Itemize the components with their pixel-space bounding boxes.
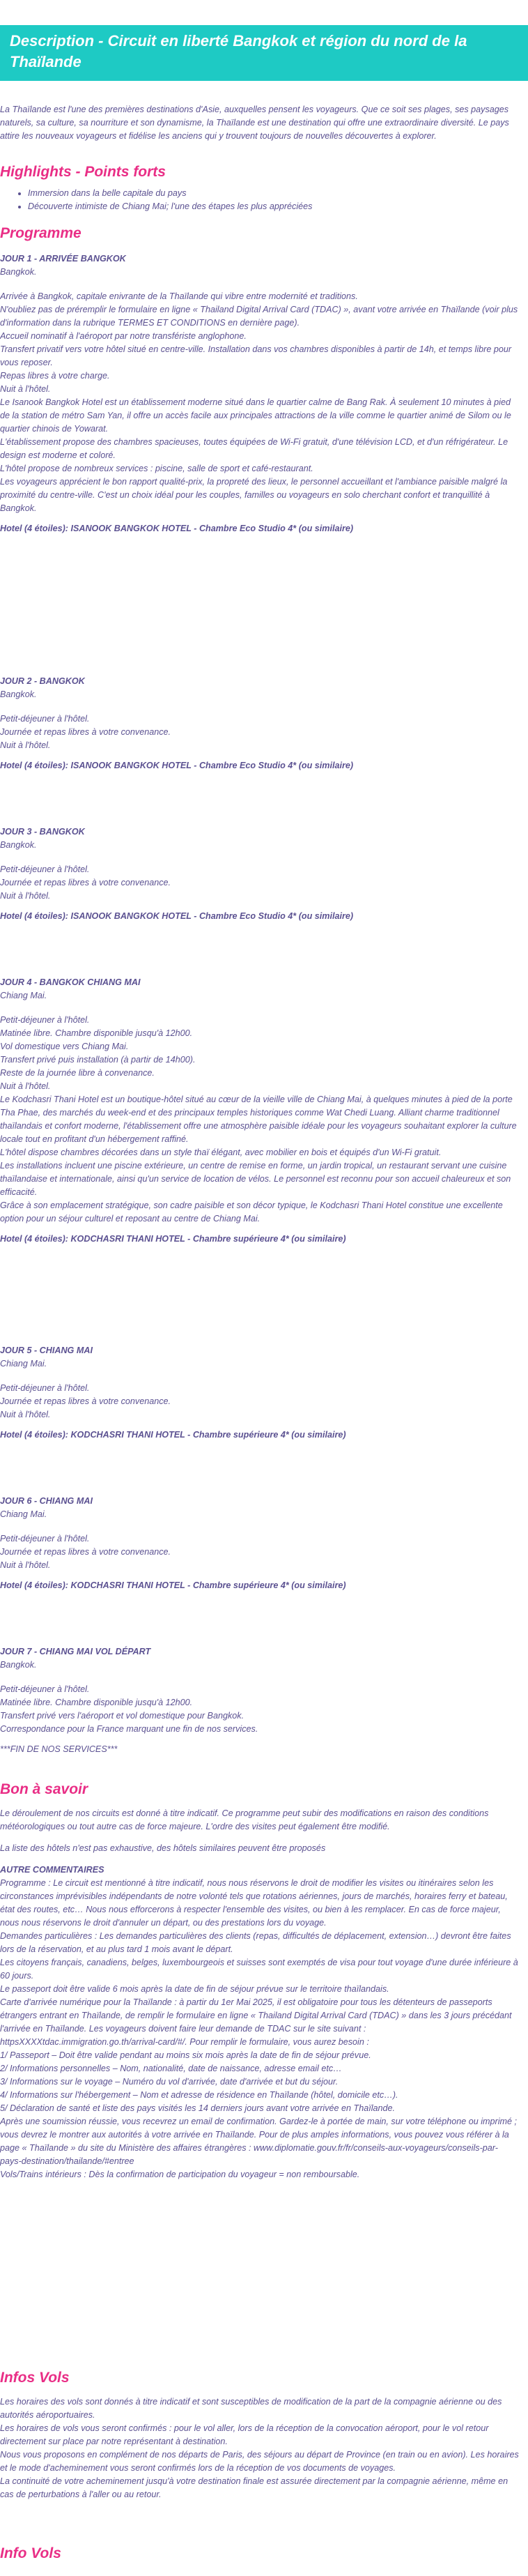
day-line: Journée et repas libres à votre convenance.	[0, 1547, 171, 1557]
autre-commentaires-title: AUTRE COMMENTAIRES	[0, 1865, 104, 1875]
info-vols-title: Info Vols	[0, 2545, 61, 2561]
infos-vols-text: Les horaires des vols sont donnés à titre indicatif et sont susceptibles de modification de la part de la compagnie aérienne ou des autorités aéroportuaires. Les horaires de vols vous seront confirmés : pour le vol aller, lors de la réception de la convocation aéroport, pour le vol retour directement sur place par notre représentant à destination. Nous vous proposons en complément de nos départs de Paris, des séjours au départ de Province (en train ou en avion). Les horaires et le mode d'acheminement vous seront confirmés lors de la réception de vos documents de voyages. La continuité de votre acheminement jusqu'à votre destination finale est assurée directement par la compagnie aérienne, même en cas de perturbations à l'aller ou au retour.	[0, 2397, 519, 2499]
programme-title: Programme	[0, 225, 81, 241]
list-item: • Immersion dans la belle capitale du pays	[28, 187, 519, 200]
infos-vols-title: Infos Vols	[0, 2370, 70, 2386]
info-vols-section	[0, 2545, 519, 2563]
day-line: N'oubliez pas de préremplir le formulaire en ligne « Thailand Digital Arrival Card (TDAC) », avant votre arrivée en Thaïlande (voir plus d'information dans la rubrique TERMES ET CONDITIONS en dernière page).	[0, 305, 518, 328]
day-place: Chiang Mai.	[0, 1359, 47, 1369]
day-line: Petit-déjeuner à l'hôtel.	[0, 1383, 90, 1393]
day-block	[0, 1645, 519, 1756]
highlights-list	[0, 187, 519, 213]
day-line: Nuit à l'hôtel.	[0, 1081, 51, 1091]
day-line: Transfert privé puis installation (à partir de 14h00).	[0, 1055, 196, 1065]
day-hotel: Hotel (4 étoiles): KODCHASRI THANI HOTEL - Chambre supérieure 4* (ou similaire)	[0, 1580, 346, 1590]
day-title: JOUR 7 - CHIANG MAI VOL DÉPART	[0, 1647, 151, 1656]
list-item: • Découverte intimiste de Chiang Mai; l'une des étapes les plus appréciées	[28, 200, 519, 213]
day-place: Chiang Mai.	[0, 1509, 47, 1519]
day-block	[0, 976, 519, 1246]
day-hotel: Hotel (4 étoiles): ISANOOK BANGKOK HOTEL - Chambre Eco Studio 4* (ou similaire)	[0, 524, 354, 533]
bon-a-savoir-text: Le déroulement de nos circuits est donné à titre indicatif. Ce programme peut subir des modifications en raison des conditions météorologiques ou tout autre cas de force majeure. L'ordre des visites peut également être modifié.	[0, 1808, 489, 1831]
day-line: L'hôtel propose de nombreux services : piscine, salle de sport et café-restaurant.	[0, 464, 313, 473]
day-title: JOUR 5 - CHIANG MAI	[0, 1346, 93, 1355]
day-block	[0, 252, 519, 535]
day-line: Petit-déjeuner à l'hôtel.	[0, 1534, 90, 1544]
day-line: Petit-déjeuner à l'hôtel.	[0, 1015, 90, 1025]
day-line: Les installations incluent une piscine extérieure, un centre de remise en forme, un jardin tropical, un restaurant servant une cuisine thaïlandaise et internationale, ainsi qu'un service de location de vélos. Le personnel est reconnu pour son accueil chaleureux et son efficacité.	[0, 1161, 511, 1197]
day-line: Journée et repas libres à votre convenance.	[0, 1396, 171, 1406]
day-line: Le Isanook Bangkok Hotel est un établissement moderne situé dans le quartier calme de Bang Rak. À seulement 10 minutes à pied de la station de métro Sam Yan, il offre un accès facile aux principales attractions de la ville comme le quartier animé de Silom ou le quartier chinois de Yowarat.	[0, 397, 511, 434]
day-line: Les voyageurs apprécient le bon rapport qualité-prix, la propreté des lieux, le personnel accueillant et l'ambiance paisible malgré la proximité du centre-ville. C'est un choix idéal pour les couples, familles ou voyageurs en solo cherchant confort et tranquillité à Bangkok.	[0, 477, 508, 513]
day-line: Journée et repas libres à votre convenance.	[0, 727, 171, 737]
day-block	[0, 1495, 519, 1592]
day-line: L'hôtel dispose chambres décorées dans un style thaï élégant, avec mobilier en bois et équipés d'un Wi-Fi gratuit.	[0, 1148, 442, 1157]
day-title: JOUR 1 - ARRIVÉE BANGKOK	[0, 254, 126, 264]
day-line: Arrivée à Bangkok, capitale enivrante de la Thaïlande qui vibre entre modernité et traditions.	[0, 291, 358, 301]
day-line: Reste de la journée libre à convenance.	[0, 1068, 155, 1078]
day-line: Nuit à l'hôtel.	[0, 1560, 51, 1570]
day-line: Journée et repas libres à votre convenance.	[0, 878, 171, 887]
day-line: Repas libres à votre charge.	[0, 371, 110, 381]
day-line: Grâce à son emplacement stratégique, son cadre paisible et son décor typique, le Kodchasri Thani Hotel constitue une excellente option pour un séjour culturel et reposant au centre de Chiang Mai.	[0, 1201, 503, 1224]
day-line: L'établissement propose des chambres spacieuses, toutes équipées de Wi-Fi gratuit, d'une télévision LCD, et d'un réfrigérateur. Le design est moderne et coloré.	[0, 437, 508, 460]
day-place: Bangkok.	[0, 1660, 37, 1670]
bon-a-savoir-hotels: La liste des hôtels n'est pas exhaustive, des hôtels similaires peuvent être proposés	[0, 1843, 326, 1853]
day-place: Bangkok.	[0, 840, 37, 850]
day-line: Transfert privatif vers votre hôtel situé en centre-ville. Installation dans vos chambres disponibles à partir de 14h, et temps libre pour vous reposer.	[0, 344, 512, 367]
day-title: JOUR 3 - BANGKOK	[0, 827, 85, 837]
day-block	[0, 675, 519, 772]
intro-text: La Thaïlande est l'une des premières destinations d'Asie, auxquelles pensent les voyageurs. Que ce soit ses plages, ses paysages naturels, sa culture, sa nourriture et son dynamisme, la Thaïlande est une destination qui offre une extraordinaire diversité. Le pays attire les nouveaux voyageurs et fidélise les anciens qui y trouvent toujours de nouvelles découvertes à explorer.	[0, 105, 509, 141]
highlights-title: Highlights - Points forts	[0, 164, 166, 180]
day-line: Accueil nominatif à l'aéroport par notre transfériste anglophone.	[0, 331, 247, 341]
page-title: Description - Circuit en liberté Bangkok et région du nord de la Thaïlande	[10, 32, 467, 70]
day-line: Petit-déjeuner à l'hôtel.	[0, 1684, 90, 1694]
day-hotel: Hotel (4 étoiles): KODCHASRI THANI HOTEL - Chambre supérieure 4* (ou similaire)	[0, 1430, 346, 1440]
day-block	[0, 1344, 519, 1442]
infos-vols-section	[0, 2369, 519, 2501]
day-line: Transfert privé vers l'aéroport et vol domestique pour Bangkok.	[0, 1711, 244, 1721]
day-title: JOUR 2 - BANGKOK	[0, 676, 85, 686]
day-line: Nuit à l'hôtel.	[0, 1410, 51, 1419]
day-hotel: Hotel (4 étoiles): KODCHASRI THANI HOTEL - Chambre supérieure 4* (ou similaire)	[0, 1234, 346, 1244]
day-title: JOUR 4 - BANGKOK CHIANG MAI	[0, 977, 141, 987]
day-block	[0, 825, 519, 923]
day-place: Bangkok.	[0, 689, 37, 699]
autre-commentaires-text: Programme : Le circuit est mentionné à titre indicatif, nous nous réservons le droit de modifier les visites ou itinéraires selon les circonstances imprévisibles indépendants de notre volonté tels que rotations aériennes, jours de marchés, horaires ferry et bateau, état des routes, etc… Nous nous efforcerons à respecter l'ensemble des visites, ou bien à les remplacer. En cas de force majeur, nous nous réservons le droit d'annuler un départ, ou des prestations lors du voyage. Demandes particulières : Les demandes particulières des clients (repas, difficultés de déplacement, extension…) devront être faites lors de la réservation, et au plus tard 1 mois avant le départ. Les citoyens français, canadiens, belges, luxembourgeois et suisses sont exemptés de visa pour tout voyage d'une durée inférieure à 60 jours. Le passeport doit être valide 6 mois après la date de fin de séjour prévue sur le territoire thaïlandais. Carte d'arrivée numérique pour la Thaïlande : à partir du 1er Mai 2025, il est obligatoire pour tous les détenteurs de passeports étrangers entrant en Thaïlande, de remplir le formulaire en ligne « Thailand Digital Arrival Card (TDAC) » dans les 3 jours précédant l'arrivée en Thaïlande. Les voyageurs doivent faire leur demande de TDAC sur le site suivant : httpsXXXXtdac.immigration.go.th/arrival-card/#/. Pour remplir le formulaire, vous aurez besoin : 1/ Passeport – Doit être valide pendant au moins six mois après la date de fin de séjour prévue. 2/ Informations personnelles – Nom, nationalité, date de naissance, adresse email etc… 3/ Informations sur le voyage – Numéro du vol d'arrivée, date d'arrivée et but du séjour. 4/ Informations sur l'hébergement – Nom et adresse de résidence en Thaïlande (hôtel, domicile etc…). 5/ Déclaration de santé et liste des pays visités les 14 derniers jours avant votre arrivée en Thaïlande. Après une soumission réussie, vous recevrez un email de confirmation. Gardez-le à portée de main, sur votre téléphone ou imprimé ; vous devrez le montrer aux autorités à votre arrivée en Thaïlande. Pour de plus amples informations, vous pouvez vous référer à la page « Thaïlande » du site du Ministère des affaires étrangères : www.diplomatie.gouv.fr/fr/conseils-aux-voyageurs/conseils-par-pays-destination/thailande/#entree Vols/Trains intérieurs : Dès la confirmation de participation du voyageur = non remboursable.	[0, 1878, 518, 2179]
day-line: Petit-déjeuner à l'hôtel.	[0, 864, 90, 874]
day-line: Le Kodchasri Thani Hotel est un boutique-hôtel situé au cœur de la vieille ville de Chiang Mai, à quelques minutes à pied de la porte Tha Phae, des marchés du week-end et des principaux temples historiques comme Wat Chedi Luang. Alliant charme traditionnel thaïlandais et confort moderne, l'établissement offre une atmosphère paisible idéale pour les voyageurs souhaitant explorer la culture locale tout en profitant d'un hébergement raffiné.	[0, 1095, 517, 1144]
day-line: Matinée libre. Chambre disponible jusqu'à 12h00.	[0, 1698, 193, 1707]
day-line: Nuit à l'hôtel.	[0, 384, 51, 394]
end-of-services: ***FIN DE NOS SERVICES***	[0, 1744, 118, 1754]
day-place: Chiang Mai.	[0, 991, 47, 1000]
day-line: Vol domestique vers Chiang Mai.	[0, 1042, 129, 1051]
day-hotel: Hotel (4 étoiles): ISANOOK BANGKOK HOTEL - Chambre Eco Studio 4* (ou similaire)	[0, 761, 354, 770]
day-line: Matinée libre. Chambre disponible jusqu'à 12h00.	[0, 1028, 193, 1038]
bon-a-savoir-title: Bon à savoir	[0, 1781, 88, 1797]
day-title: JOUR 6 - CHIANG MAI	[0, 1496, 93, 1506]
day-line: Nuit à l'hôtel.	[0, 891, 51, 901]
bon-a-savoir-section	[0, 1781, 519, 2181]
day-place: Bangkok.	[0, 267, 37, 277]
day-line: Nuit à l'hôtel.	[0, 740, 51, 750]
day-line: Petit-déjeuner à l'hôtel.	[0, 714, 90, 724]
day-line: Correspondance pour la France marquant une fin de nos services.	[0, 1724, 258, 1734]
day-hotel: Hotel (4 étoiles): ISANOOK BANGKOK HOTEL - Chambre Eco Studio 4* (ou similaire)	[0, 911, 354, 921]
